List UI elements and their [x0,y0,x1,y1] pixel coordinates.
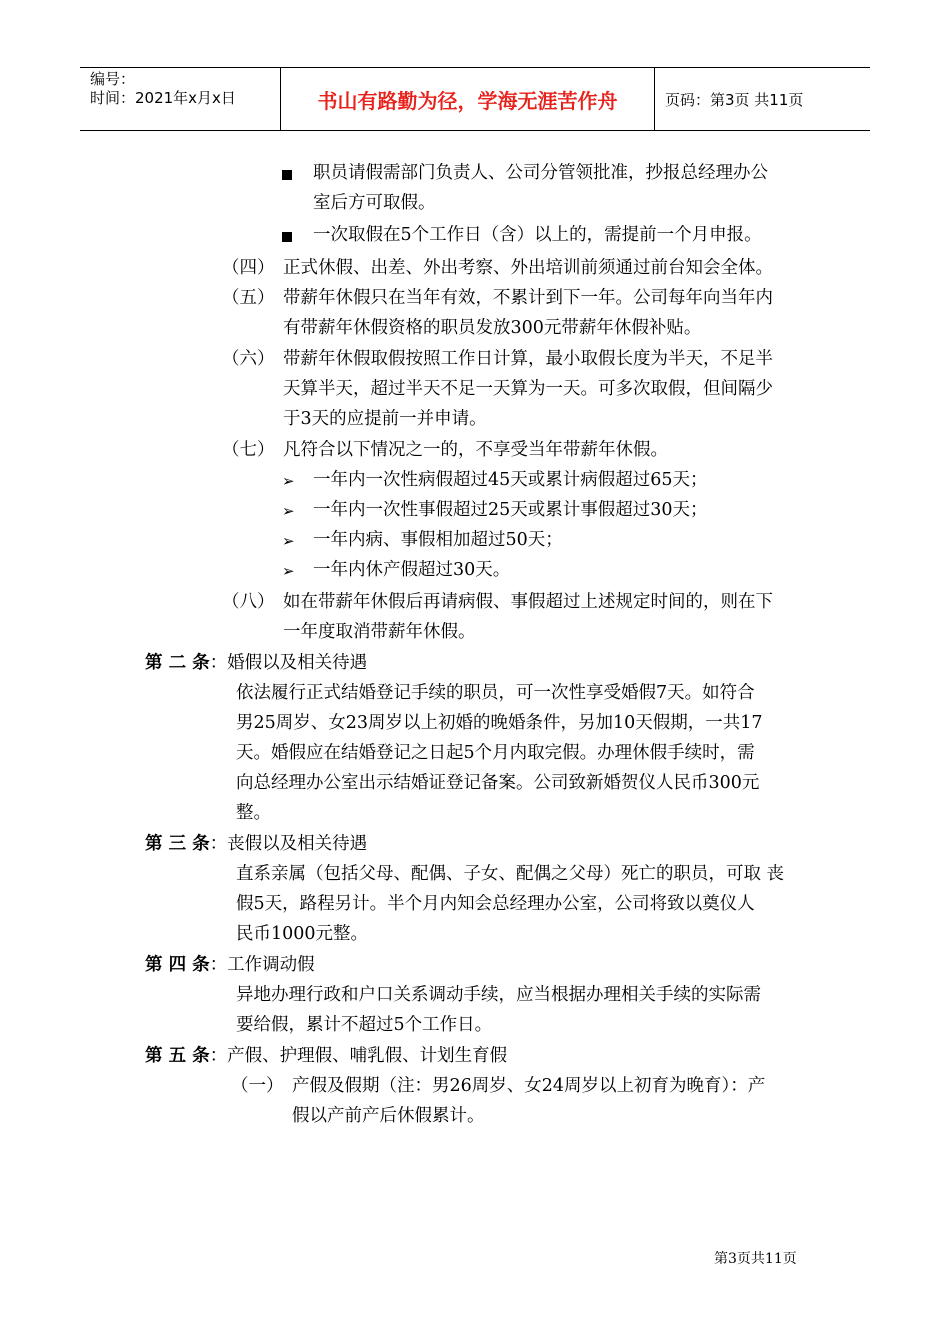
black-square-icon [282,222,292,252]
article-heading [145,1041,507,1071]
item-text: 假以产前产后休假累计。 [292,1106,485,1126]
article-text: 整。 [236,803,271,823]
doc-number-label: 编号： [90,70,136,88]
item-text: 带薪年休假取假按照工作日计算，最小取假长度为半天，不足半 [283,349,773,369]
bullet-text: 室后方可取假。 [313,193,436,213]
article-text: 要给假，累计不超过5个工作日。 [236,1015,493,1035]
article-title: ：丧假以及相关待遇 [209,834,368,854]
arrow-item-text: 一年内一次性病假超过45天或累计病假超过65天； [313,470,708,490]
arrow-bullet-icon: ➢ [282,532,295,550]
article-text: 假5天，路程另计。半个月内知会总经理办公室，公司将致以奠仪人 [236,894,755,914]
article-title: ：婚假以及相关待遇 [209,653,368,673]
header-page-label: 页码：第3页 共11页 [665,90,804,109]
article-text: 异地办理行政和户口关系调动手续，应当根据办理相关手续的实际需 [236,985,761,1005]
article-text: 向总经理办公室出示结婚证登记备案。公司致新婚贺仪人民币300元 [236,773,760,793]
article-label: 第 三 条 [145,834,210,854]
item-text: 于3天的应提前一并申请。 [283,409,487,429]
article-label: 第 四 条 [145,955,210,975]
item-text: 一年度取消带薪年休假。 [283,622,476,642]
item-text: 有带薪年休假资格的职员发放300元带薪年休假补贴。 [283,318,702,338]
arrow-item-text: 一年内休产假超过30天。 [313,560,511,580]
article-text: 天。婚假应在结婚登记之日起5个月内取完假。办理休假手续时，需 [236,743,755,763]
arrow-bullet-icon: ➢ [282,472,295,490]
item-text: 带薪年休假只在当年有效，不累计到下一年。公司每年向当年内 [283,288,773,308]
article-title: ：工作调动假 [209,955,315,975]
arrow-item-text: 一年内病、事假相加超过50天； [313,530,563,550]
article-text: 男25周岁、女23周岁以上初婚的晚婚条件，另加10天假期，一共17 [236,713,763,733]
item-marker: （七） [222,440,275,460]
header-meta [80,68,281,130]
header-motto: 书山有路勤为径，学海无涯苦作舟 [281,68,655,130]
article-title: ：产假、护理假、哺乳假、计划生育假 [209,1046,508,1066]
item-text: 如在带薪年休假后再请病假、事假超过上述规定时间的，则在下 [283,592,773,612]
arrow-item-text: 一年内一次性事假超过25天或累计事假超过30天； [313,500,708,520]
item-text: 天算半天，超过半天不足一天算为一天。可多次取假，但间隔少 [283,379,773,399]
arrow-bullet-icon: ➢ [282,562,295,580]
page-header [80,67,870,131]
article-heading [145,648,367,678]
bullet-text: 职员请假需部门负责人、公司分管领批准，抄报总经理办公 [313,163,768,183]
item-text: 产假及假期（注：男26周岁、女24周岁以上初育为晚育）：产 [292,1076,766,1096]
item-marker: （八） [222,592,275,612]
item-marker: （一） [231,1076,284,1096]
article-heading [145,829,367,859]
item-marker: （四） [222,258,275,278]
article-heading [145,950,315,980]
bullet-text: 一次取假在5个工作日（含）以上的，需提前一个月申报。 [313,225,762,245]
item-text: 正式休假、出差、外出考察、外出培训前须通过前台知会全体。 [283,258,773,278]
item-text: 凡符合以下情况之一的，不享受当年带薪年休假。 [283,440,668,460]
article-label: 第 二 条 [145,653,210,673]
doc-date-label: 时间：2021年x月x日 [90,89,236,107]
article-text: 民币1000元整。 [236,924,369,944]
article-text: 依法履行正式结婚登记手续的职员，可一次性享受婚假7天。如符合 [236,683,755,703]
page-footer: 第3页共11页 [714,1251,797,1267]
item-marker: （六） [222,349,275,369]
article-text: 直系亲属（包括父母、配偶、子女、配偶之父母）死亡的职员，可取 丧 [236,864,785,884]
arrow-bullet-icon: ➢ [282,502,295,520]
item-marker: （五） [222,288,275,308]
black-square-icon [282,160,292,190]
article-label: 第 五 条 [145,1046,210,1066]
